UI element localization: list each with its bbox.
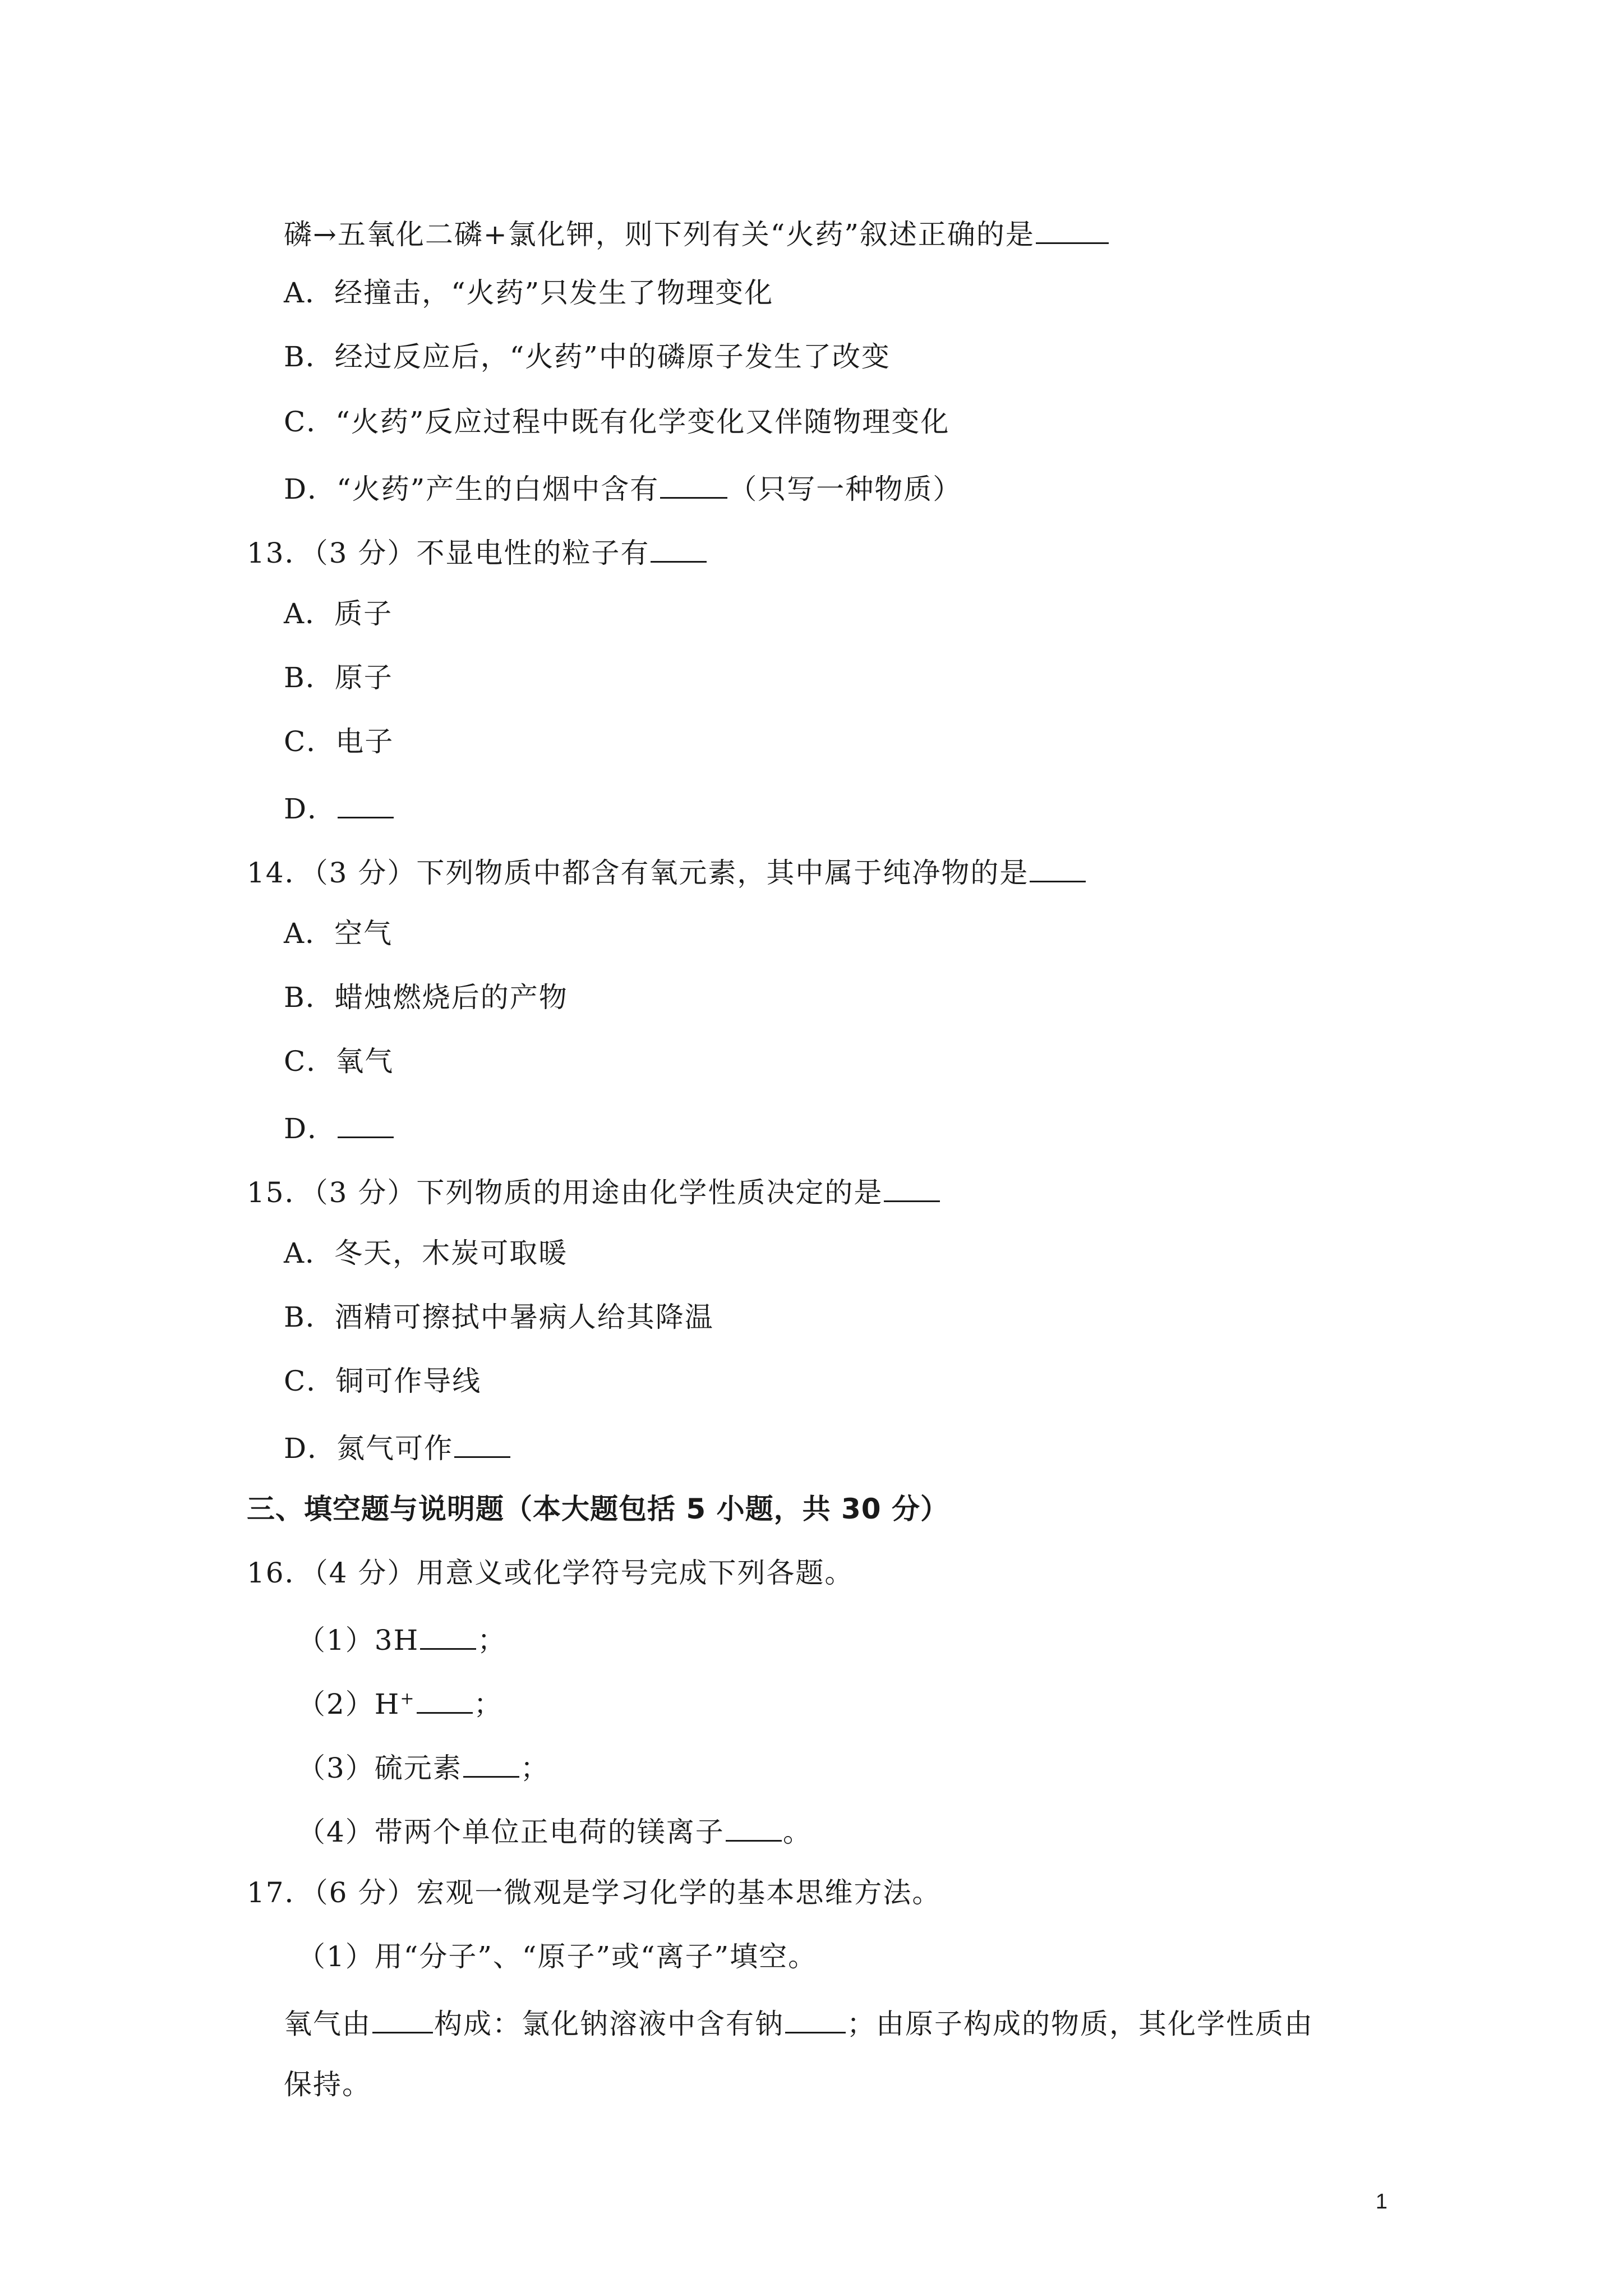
page-number: 1 [1375, 2190, 1387, 2214]
q13-stem-text: 13．（3 分）不显电性的粒子有 [247, 537, 650, 569]
answer-blank[interactable] [463, 1747, 519, 1778]
answer-blank[interactable] [417, 1683, 473, 1714]
q16-part-2 [297, 1683, 503, 1722]
answer-blank[interactable] [651, 532, 707, 563]
punctuation: ； [520, 1752, 550, 1784]
q17-part-1: （1）用“分子”、“原子”或“离子”填空。 [297, 1940, 818, 1973]
q12-stem-continuation [284, 213, 1110, 252]
answer-blank[interactable] [726, 1811, 782, 1842]
q16-part-2-text: （2）H [297, 1688, 400, 1720]
q16-part-3-text: （3）硫元素 [297, 1752, 462, 1784]
q12-option-a: A．经撞击，“火药”只发生了物理变化 [284, 277, 774, 309]
q15-option-c: C．铜可作导线 [284, 1365, 482, 1397]
punctuation: ； [473, 1688, 503, 1720]
answer-blank[interactable] [338, 1107, 394, 1138]
q14-option-b: B．蜡烛燃烧后的产物 [284, 981, 568, 1014]
q17-fill-text-b: 构成：氯化钠溶液中含有钠 [434, 2008, 784, 2040]
q15-option-d [284, 1427, 511, 1466]
q15-stem [247, 1171, 941, 1211]
q15-stem-text: 15．（3 分）下列物质的用途由化学性质决定的是 [247, 1176, 883, 1209]
q13-option-b: B．原子 [284, 661, 393, 694]
q14-option-d [284, 1107, 395, 1147]
q14-option-a: A．空气 [284, 917, 393, 950]
q12-option-b: B．经过反应后，“火药”中的磷原子发生了改变 [284, 341, 891, 373]
q17-fill-line-end: 保持。 [284, 2068, 371, 2101]
q12-option-d [284, 468, 962, 507]
answer-blank[interactable] [420, 1619, 476, 1650]
q13-option-c: C．电子 [284, 725, 394, 758]
answer-blank[interactable] [785, 2003, 846, 2033]
q16-part-3 [297, 1747, 550, 1786]
section-heading: 三、填空题与说明题（本大题包括 5 小题，共 30 分） [247, 1493, 949, 1525]
q14-stem-text: 14．（3 分）下列物质中都含有氧元素，其中属于纯净物的是 [247, 857, 1029, 889]
answer-blank[interactable] [454, 1427, 510, 1458]
q14-option-c: C．氧气 [284, 1045, 394, 1078]
q17-fill-line [284, 2003, 1313, 2042]
q17-stem: 17．（6 分）宏观一微观是学习化学的基本思维方法。 [247, 1876, 942, 1909]
q16-part-1-text: （1）3H [297, 1624, 419, 1657]
q16-part-4-text: （4）带两个单位正电荷的镁离子 [297, 1816, 725, 1848]
q14-option-d-text: D． [284, 1112, 337, 1145]
answer-blank[interactable] [1030, 852, 1086, 882]
answer-blank[interactable] [372, 2003, 433, 2033]
q12-option-c: C．“火药”反应过程中既有化学变化又伴随物理变化 [284, 406, 950, 438]
q12-option-d-text: D．“火药”产生的白烟中含有 [284, 473, 660, 505]
punctuation: ； [477, 1624, 507, 1657]
q13-option-a: A．质子 [284, 597, 393, 630]
q13-stem [247, 532, 708, 571]
q17-fill-text-a: 氧气由 [284, 2008, 371, 2040]
q15-option-d-text: D．氮气可作 [284, 1432, 454, 1465]
answer-blank[interactable] [1036, 213, 1109, 244]
answer-blank[interactable] [338, 788, 394, 818]
q13-option-d-text: D． [284, 793, 337, 825]
punctuation: 。 [782, 1816, 812, 1848]
answer-blank[interactable] [884, 1171, 940, 1202]
q12-stem-text: 磷→五氧化二磷+氯化钾，则下列有关“火药”叙述正确的是 [284, 218, 1035, 251]
q15-option-a: A．冬天，木炭可取暖 [284, 1237, 568, 1269]
q16-part-4 [297, 1811, 812, 1850]
superscript-charge: + [400, 1688, 416, 1709]
q17-fill-text-c: ；由原子构成的物质，其化学性质由 [847, 2008, 1313, 2040]
q15-option-b: B．酒精可擦拭中暑病人给其降温 [284, 1301, 714, 1333]
q16-stem: 16．（4 分）用意义或化学符号完成下列各题。 [247, 1557, 854, 1589]
q16-part-1 [297, 1619, 506, 1658]
q13-option-d [284, 788, 395, 827]
q12-option-d-note: （只写一种物质） [728, 473, 962, 505]
q14-stem [247, 852, 1087, 891]
answer-blank[interactable] [660, 468, 727, 499]
